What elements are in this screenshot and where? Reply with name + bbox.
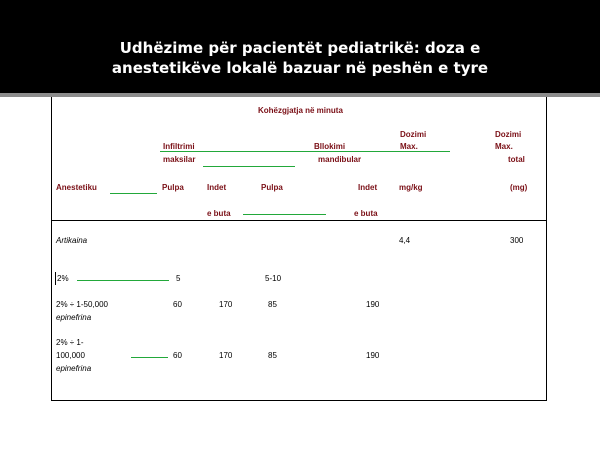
row-4-name: 2% ÷ 1-	[56, 338, 84, 347]
table-header-divider	[51, 220, 547, 221]
soft-tissue-header-2: Indet	[358, 183, 378, 192]
row-4-pulp-2: 85	[268, 351, 277, 360]
row-3-name-sub: epinefrina	[56, 313, 92, 322]
soft-tissue-header-1: Indet	[207, 183, 227, 192]
text-cursor	[55, 272, 56, 285]
mandibular-header: mandibular	[318, 155, 362, 164]
soft-sub-header-1: e buta	[207, 209, 231, 218]
block-header: Bllokimi	[314, 142, 346, 151]
maxillary-header: maksilar	[163, 155, 196, 164]
dosage-table	[51, 97, 547, 401]
row-4-name-sub-2: epinefrina	[56, 364, 92, 373]
row-articaine-mg: 300	[510, 236, 524, 245]
soft-sub-header-2: e buta	[354, 209, 378, 218]
title-line-2: anestetikëve lokalë bazuar në peshën e tyre	[111, 59, 489, 77]
duration-header: Kohëzgjatja në minuta	[258, 106, 343, 115]
row-articaine-mgkg: 4,4	[399, 236, 411, 245]
header-underline-1	[160, 151, 450, 152]
mg-header: (mg)	[510, 183, 528, 192]
row-2-underline	[77, 280, 169, 281]
mg-per-kg-header: mg/kg	[399, 183, 423, 192]
row-3-soft-2: 190	[366, 300, 380, 309]
row-4-underline	[131, 357, 168, 358]
row-4-soft-1: 170	[219, 351, 233, 360]
row-3-name: 2% ÷ 1-50,000	[56, 300, 108, 309]
max-dose-header-2b: Max.	[495, 142, 513, 151]
title-line-1: Udhëzime për pacientët pediatrikë: doza e	[119, 39, 481, 57]
row-3-soft-1: 170	[219, 300, 233, 309]
row-2-pulp-2: 5-10	[265, 274, 282, 283]
max-dose-header-1a: Dozimi	[400, 130, 427, 139]
row-3-pulp-2: 85	[268, 300, 277, 309]
pulp-header-2: Pulpa	[261, 183, 283, 192]
infiltration-header: Infiltrimi	[163, 142, 195, 151]
row-3-pulp-1: 60	[173, 300, 182, 309]
row-2-pulp-1: 5	[176, 274, 181, 283]
pulp-header-1: Pulpa	[162, 183, 184, 192]
header-underline-4	[243, 214, 326, 215]
total-header: total	[508, 155, 525, 164]
header-underline-3	[110, 193, 157, 194]
max-dose-header-2a: Dozimi	[495, 130, 522, 139]
anesthetic-header: Anestetiku	[56, 183, 97, 192]
slide-title	[0, 38, 600, 78]
row-4-name-sub: 100,000	[56, 351, 85, 360]
row-2-name: 2%	[57, 274, 69, 283]
row-4-pulp-1: 60	[173, 351, 182, 360]
row-articaine-name: Artikaina	[56, 236, 88, 245]
row-4-soft-2: 190	[366, 351, 380, 360]
max-dose-header-1b: Max.	[400, 142, 418, 151]
header-underline-2	[203, 166, 295, 167]
